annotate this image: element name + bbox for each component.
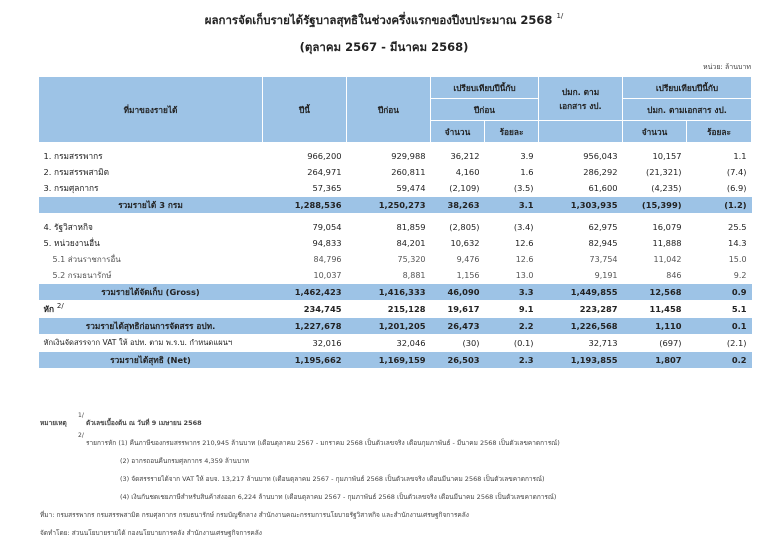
compiled-by-note: จัดทำโดย: ส่วนนโยบายรายได้ กองนโยบายการคลัง สำนักงานเศรษฐกิจการคลัง (40, 529, 262, 537)
header-percent: ร้อยละ (485, 121, 539, 143)
table-row: 4. รัฐวิสาหกิจ 79,054 81,859 (2,805) (3.4) 62,975 16,079 25.5 (43, 222, 747, 232)
header-estimate: ปมก. ตาม เอกสาร งป. (539, 77, 623, 121)
table-subrow: 5.2 กรมธนารักษ์ 10,037 8,881 1,156 13.0 9,191 846 9.2 (52, 270, 747, 280)
report-title: ผลการจัดเก็บรายได้รัฐบาลสุทธิในช่วงครึ่งแรกของปีงบประมาณ 2568 $^{1/}$ (204, 12, 564, 27)
summary-row: รวมรายได้จัดเก็บ (Gross) 1,462,423 1,416,333 46,090 3.3 1,449,855 12,568 0.9 (39, 284, 752, 301)
note-1: ตัวเลขเบื้องต้น ณ วันที่ 9 เมษายน 2568 (86, 419, 202, 427)
header-amount: จำนวน (431, 121, 485, 143)
table-row-deduct: หัก $^{2/}$ 234,745 215,128 19,617 9.1 223,287 11,458 5.1 (43, 302, 747, 314)
summary-row: รวมรายได้ 3 กรม 1,288,536 1,250,273 38,263 3.1 1,303,935 (15,399) (1.2) (39, 197, 752, 214)
summary-row: รวมรายได้สุทธิก่อนการจัดสรร อปท. 1,227,678 1,201,205 26,473 2.2 1,226,568 1,110 0.1 (39, 318, 752, 335)
table-row: 5. หน่วยงานอื่น 94,833 84,201 10,632 12.6 82,945 11,888 14.3 (43, 238, 747, 248)
header-compare-est-2: ปมก. ตามเอกสาร งป. (623, 99, 752, 121)
table-row: 2. กรมสรรพสามิต 264,971 260,811 4,160 1.6 286,292 (21,321) (7.4) (43, 167, 747, 177)
notes-label: หมายเหตุ (40, 419, 67, 427)
header-compare-last-2: ปีก่อน (431, 99, 539, 121)
report-subtitle: (ตุลาคม 2567 - มีนาคม 2568) (299, 40, 469, 54)
note-2b: (2) อากรถอนคืนกรมศุลกากร 4,359 ล้านบาท (120, 457, 250, 465)
source-note: ที่มา: กรมสรรพากร กรมสรรพสามิต กรมศุลกากร กรมธนารักษ์ กรมบัญชีกลาง สำนักงานคณะกรรมการนโยบายรัฐวิสาหกิจ และสำนักงานเศรษฐกิจการคลัง (40, 511, 469, 519)
header-last-year: ปีก่อน (347, 77, 431, 143)
header-percent-2: ร้อยละ (687, 121, 752, 143)
unit-label: หน่วย: ล้านบาท (702, 63, 751, 71)
note-2c: (3) จัดสรรรายได้จาก VAT ให้ อบจ. 13,217 ล้านบาท (เดือนตุลาคม 2567 - กุมภาพันธ์ 2568 เป็นตัวเลขจริง เดือนมีนาคม 2568 เป็นตัวเลขคาดการณ์) (120, 475, 545, 483)
revenue-table (38, 76, 752, 369)
table-row: 1. กรมสรรพากร 966,200 929,988 36,212 3.9 956,043 10,157 1.1 (43, 151, 747, 161)
header-this-year: ปีนี้ (263, 77, 347, 143)
header-amount-2: จำนวน (623, 121, 687, 143)
table-subrow: 5.1 ส่วนราชการอื่น 84,796 75,320 9,476 12.6 73,754 11,042 15.0 (52, 254, 747, 264)
note-2: รายการหัก (1) คืนภาษีของกรมสรรพากร 210,945 ล้านบาท (เดือนตุลาคม 2567 - มกราคม 2568 เป็นตัวเลขจริง เดือนกุมภาพันธ์ - มีนาคม 2568 เป็นตัวเลขคาดการณ์) (86, 439, 560, 447)
header-compare-last-1: เปรียบเทียบปีนี้กับ (431, 77, 539, 99)
header-compare-est-1: เปรียบเทียบปีนี้กับ (623, 77, 752, 99)
table-row: 3. กรมศุลกากร 57,365 59,474 (2,109) (3.5) 61,600 (4,235) (6.9) (43, 183, 747, 193)
note-2d: (4) เงินกันชดเชยภาษีสำหรับสินค้าส่งออก 6,224 ล้านบาท (เดือนตุลาคม 2567 - กุมภาพันธ์ 2568 เป็นตัวเลขจริง เดือนมีนาคม 2568 เป็นตัวเลขคาดการณ์) (120, 493, 557, 501)
table-row: หักเงินจัดสรรจาก VAT ให้ อปท. ตาม พ.ร.บ. กำหนดแผนฯ 32,016 32,046 (30) (0.1) 32,713 (697) (2.1) (43, 338, 747, 348)
header-source: ที่มาของรายได้ (39, 77, 263, 143)
summary-row-net: รวมรายได้สุทธิ (Net) 1,195,662 1,169,159 26,503 2.3 1,193,855 1,807 0.2 (39, 352, 752, 369)
